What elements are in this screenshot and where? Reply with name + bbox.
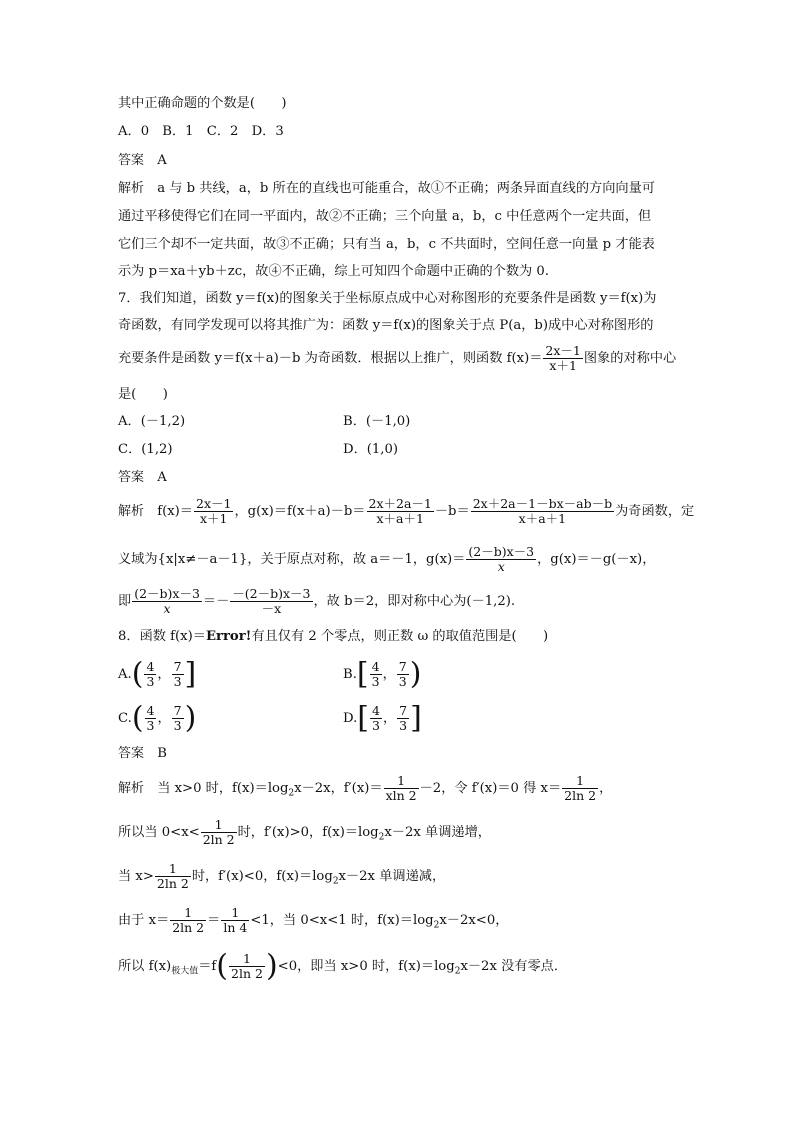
answer-label: 答案: [118, 153, 145, 168]
q7-analysis-line-2: [118, 545, 655, 574]
q7-option-b: B．(－1,0): [343, 414, 411, 429]
open-paren: (: [131, 656, 144, 692]
q6-analysis-line-4: 示为 p＝xa＋yb＋zc，故④不正确，综上可知四个命题中正确的个数为 0.: [118, 264, 549, 279]
text: x－2x，f′(x)＝: [294, 781, 383, 796]
q8-analysis-line-5: [118, 948, 568, 984]
text: 所以 f(x): [118, 959, 172, 974]
text: 时，f′(x)>0，f(x)＝log: [237, 825, 379, 840]
q7-stem-line-4: 是( ): [118, 387, 168, 402]
text: 8．函数 f(x)＝: [118, 629, 206, 644]
denominator: 3: [173, 718, 182, 733]
q8-option-c: C.( $\frac{4}{3}$ ， $\frac{7}{3}$ ): [118, 700, 197, 736]
q8-analysis-line-1: [118, 774, 612, 803]
q7-option-a: A．(－1,2): [118, 414, 186, 429]
text: f(x)＝: [157, 504, 193, 519]
option-letter: B.: [343, 667, 357, 682]
q7-analysis-line-1: [118, 497, 694, 526]
text: <1，当 0<x<1 时，f(x)＝log: [250, 913, 434, 928]
open-bracket: [: [356, 656, 369, 692]
denominator: x: [497, 559, 505, 574]
numerator: 7: [173, 703, 182, 718]
text: ，g(x)＝－g(－x)，: [537, 552, 656, 567]
q7-option-c: C．(1,2): [118, 442, 173, 457]
open-bracket: [: [357, 700, 370, 736]
fraction: [201, 818, 237, 847]
denominator: 2ln 2: [156, 876, 189, 891]
option-letter: A.: [118, 667, 132, 682]
q7-stem-line-3: [118, 344, 676, 373]
subscript: 2: [378, 832, 385, 843]
text: 由于 x＝: [118, 913, 170, 928]
fraction: [194, 497, 233, 526]
denominator: x＋a＋1: [518, 511, 567, 526]
numerator: 1: [201, 818, 237, 833]
fraction: [132, 587, 202, 616]
fraction: [172, 660, 184, 689]
text: ，: [599, 781, 613, 796]
q8-analysis-line-4: [118, 906, 508, 935]
subscript: 2: [332, 876, 339, 887]
text: ，故 b＝2，即对称中心为(－1,2).: [313, 594, 516, 609]
subscript: 极大值: [171, 966, 199, 977]
q6-stem-end: 其中正确命题的个数是( ): [118, 96, 287, 111]
fraction: [170, 906, 206, 935]
fraction: [370, 660, 382, 689]
text: <0，即当 x>0 时，f(x)＝log: [277, 959, 455, 974]
text: ＝: [207, 913, 221, 928]
close-bracket: ]: [410, 700, 422, 736]
fraction: [229, 952, 265, 981]
numerator: 2x－1: [545, 343, 581, 358]
numerator: 1: [221, 906, 249, 921]
numerator: 2x＋2a－1: [368, 496, 432, 511]
denominator: 3: [146, 718, 155, 733]
denominator: 3: [399, 718, 408, 733]
text: 充要条件是函数 y＝f(x＋a)－b 为奇函数．根据以上推广，则函数 f(x)＝: [118, 351, 543, 366]
q6-analysis-line-1: [118, 181, 655, 197]
q6-analysis-line-2: 通过平移使得它们在同一平面内，故②不正确；三个向量 a，b，c 中任意两个一定共面，但: [118, 209, 652, 224]
q8-option-d: D.[ $\frac{4}{3}$ ， $\frac{7}{3}$ ]: [343, 700, 422, 736]
q7-stem-line-2: 奇函数，有同学发现可以将其推广为：函数 y＝f(x)的图象关于点 P(a，b)成中心对称图形的: [118, 318, 654, 333]
text: ，g(x)＝f(x＋a)－b＝: [234, 504, 366, 519]
text: 当 x>: [118, 869, 154, 884]
text: 图象的对称中心: [583, 351, 677, 366]
close-paren: ): [265, 948, 278, 984]
numerator: 1: [170, 906, 206, 921]
close-paren: ): [409, 656, 422, 692]
analysis-label: 解析: [118, 181, 145, 196]
subscript: 2: [288, 788, 295, 799]
q8-analysis-line-3: [118, 862, 445, 891]
q8-option-a: A.( $\frac{4}{3}$ ， $\frac{7}{3}$ ]: [118, 656, 197, 692]
q7-stem-line-1: 7．我们知道，函数 y＝f(x)的图象关于坐标原点成中心对称图形的充要条件是函数 y＝f(x)为: [118, 291, 657, 306]
text: －2，令 f′(x)＝0 得 x＝: [419, 781, 562, 796]
fraction: [230, 587, 312, 616]
numerator: 4: [146, 659, 155, 674]
denominator: 3: [398, 674, 407, 689]
fraction: [384, 774, 419, 803]
subscript: 2: [433, 920, 440, 931]
open-paren: (: [131, 700, 144, 736]
text: 时，f′(x)<0，f(x)＝log: [191, 869, 333, 884]
fraction: [397, 704, 409, 733]
option-letter: D.: [343, 711, 358, 726]
fraction: [562, 774, 598, 803]
text: x－2x 单调递减，: [338, 869, 446, 884]
fraction: [172, 704, 184, 733]
text: －b＝: [434, 504, 470, 519]
numerator: 2x－1: [196, 496, 232, 511]
text: 即: [118, 594, 132, 609]
numerator: 7: [398, 659, 407, 674]
fraction: [397, 660, 409, 689]
fraction: [221, 906, 249, 935]
text: x－2x 没有零点．: [460, 959, 568, 974]
analysis-label: 解析: [118, 781, 145, 796]
answer-value: A: [157, 153, 167, 168]
text: x－2x<0，: [439, 913, 509, 928]
denominator: 3: [371, 674, 380, 689]
denominator: 3: [146, 674, 155, 689]
answer-value: A: [157, 470, 167, 485]
text: 有且仅有 2 个零点，则正数 ω 的取值范围是( ): [251, 629, 549, 644]
numerator: (2－b)x－3: [468, 544, 535, 559]
denominator: ln 4: [223, 920, 248, 935]
numerator: 7: [399, 703, 408, 718]
denominator: －x: [261, 601, 282, 616]
answer-label: 答案: [118, 470, 145, 485]
denominator: 2ln 2: [202, 832, 235, 847]
numerator: －(2－b)x－3: [232, 586, 311, 601]
denominator: 3: [173, 674, 182, 689]
text: ＝f: [198, 959, 217, 974]
q7-analysis-line-3: [118, 587, 515, 616]
numerator: 1: [384, 774, 419, 789]
open-paren: (: [216, 948, 228, 984]
option-letter: C.: [118, 711, 132, 726]
text: x－2x 单调递增，: [384, 825, 491, 840]
numerator: 1: [562, 774, 598, 789]
answer-value: B: [157, 746, 167, 761]
denominator: xln 2: [385, 788, 417, 803]
text: ＝－: [202, 594, 230, 609]
q8-stem: [118, 629, 548, 645]
fraction: [155, 862, 191, 891]
numerator: 4: [371, 659, 380, 674]
text: 义域为{x|x≠－a－1}，关于原点对称，故 a＝－1，g(x)＝: [118, 552, 466, 567]
q7-answer-line: [118, 470, 167, 486]
q6-options: A．0 B．1 C．2 D．3: [118, 124, 284, 139]
numerator: 1: [229, 952, 265, 967]
text: 所以当 0<x<: [118, 825, 200, 840]
fraction: [145, 704, 157, 733]
numerator: 4: [146, 703, 155, 718]
fraction: [466, 545, 536, 574]
denominator: 2ln 2: [564, 788, 597, 803]
numerator: 1: [155, 862, 191, 877]
close-bracket: ]: [184, 656, 197, 692]
fraction: [144, 660, 156, 689]
q6-analysis-line-3: 它们三个却不一定共面，故③不正确；只有当 a，b，c 不共面时，空间任意一向量 p 才能表: [118, 237, 655, 252]
q6-answer-line: [118, 153, 167, 169]
denominator: 2ln 2: [231, 966, 263, 981]
fraction: [543, 344, 582, 373]
numerator: (2－b)x－3: [134, 586, 200, 601]
denominator: x＋1: [549, 358, 577, 373]
subscript: 2: [454, 966, 461, 977]
numerator: 7: [173, 659, 182, 674]
numerator: 2x＋2a－1－bx－ab－b: [472, 496, 613, 511]
error-text: Error!: [205, 629, 252, 644]
analysis-label: 解析: [118, 504, 145, 519]
denominator: x＋1: [199, 511, 228, 526]
denominator: x＋a＋1: [376, 511, 424, 526]
q8-analysis-line-2: [118, 818, 491, 847]
q8-option-b: B.[ $\frac{4}{3}$ ， $\frac{7}{3}$ ): [343, 656, 422, 692]
denominator: 2ln 2: [172, 920, 205, 935]
q8-answer-line: [118, 746, 167, 762]
answer-label: 答案: [118, 746, 145, 761]
text: 为奇函数，定: [615, 504, 695, 519]
denominator: 3: [372, 718, 380, 733]
fraction: [370, 704, 382, 733]
text: 当 x>0 时，f(x)＝log: [157, 781, 289, 796]
fraction: [471, 497, 614, 526]
close-paren: ): [184, 700, 197, 736]
q7-option-d: D．(1,0): [343, 442, 399, 457]
fraction: [367, 497, 434, 526]
numerator: 4: [372, 703, 380, 718]
analysis-text: a 与 b 共线，a，b 所在的直线也可能重合，故①不正确；两条异面直线的方向向量可: [157, 181, 655, 196]
denominator: x: [163, 601, 171, 616]
